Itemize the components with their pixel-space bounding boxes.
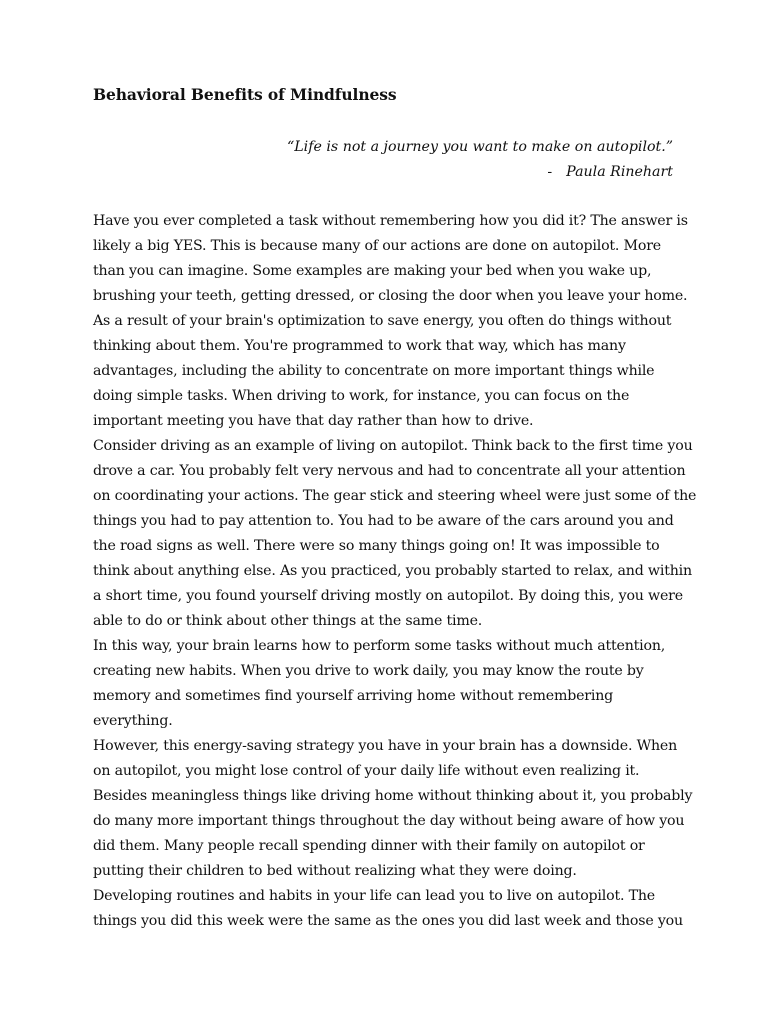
text-line: creating new habits. When you drive to work daily, you may know the route by <box>93 663 644 679</box>
body-paragraph <box>93 634 683 734</box>
text-line: on autopilot, you might lose control of your daily life without even realizing it. <box>93 763 640 779</box>
text-line: doing simple tasks. When driving to work, for instance, you can focus on the <box>93 388 630 404</box>
text-line: However, this energy-saving strategy you have in your brain has a downside. When <box>93 738 678 754</box>
epigraph <box>93 135 683 185</box>
text-line: advantages, including the ability to concentrate on more important things while <box>93 363 655 379</box>
epigraph-author: Paula Rinehart <box>566 164 673 180</box>
text-line: brushing your teeth, getting dressed, or closing the door when you leave your home. <box>93 288 688 304</box>
body-paragraph <box>93 434 697 634</box>
document-title: Behavioral Benefits of Mindfulness <box>93 85 397 104</box>
text-line: than you can imagine. Some examples are making your bed when you wake up, <box>93 263 652 279</box>
text-line: the road signs as well. There were so many things going on! It was impossible to <box>93 538 660 554</box>
body-paragraph <box>93 884 683 934</box>
text-line: likely a big YES. This is because many of our actions are done on autopilot. More <box>93 238 661 254</box>
attribution-dash: - <box>547 164 553 180</box>
text-line: thinking about them. You're programmed to work that way, which has many <box>93 338 626 354</box>
text-line: Developing routines and habits in your life can lead you to live on autopilot. The <box>93 888 655 904</box>
epigraph-attribution <box>93 160 673 185</box>
text-line: able to do or think about other things at the same time. <box>93 613 483 629</box>
text-line: As a result of your brain's optimization to save energy, you often do things without <box>93 313 672 329</box>
text-line: important meeting you have that day rather than how to drive. <box>93 413 534 429</box>
text-line: think about anything else. As you practiced, you probably started to relax, and within <box>93 563 692 579</box>
text-line: drove a car. You probably felt very nervous and had to concentrate all your attention <box>93 463 686 479</box>
document-page <box>93 84 697 934</box>
text-line: on coordinating your actions. The gear stick and steering wheel were just some of the <box>93 488 697 504</box>
text-line: putting their children to bed without realizing what they were doing. <box>93 863 577 879</box>
body-paragraph <box>93 734 693 884</box>
epigraph-quote: “Life is not a journey you want to make on autopilot.” <box>287 139 673 155</box>
text-line: do many more important things throughout the day without being aware of how you <box>93 813 685 829</box>
text-line: a short time, you found yourself driving mostly on autopilot. By doing this, you were <box>93 588 683 604</box>
text-line: did them. Many people recall spending dinner with their family on autopilot or <box>93 838 645 854</box>
text-line: Consider driving as an example of living on autopilot. Think back to the first time you <box>93 438 693 454</box>
text-line: Besides meaningless things like driving home without thinking about it, you probably <box>93 788 693 804</box>
document-body <box>93 209 697 934</box>
text-line: In this way, your brain learns how to perform some tasks without much attention, <box>93 638 666 654</box>
text-line: Have you ever completed a task without remembering how you did it? The answer is <box>93 213 688 229</box>
text-line: memory and sometimes find yourself arriving home without remembering <box>93 688 614 704</box>
text-line: things you had to pay attention to. You had to be aware of the cars around you and <box>93 513 674 529</box>
text-line: everything. <box>93 713 173 729</box>
body-paragraph <box>93 209 688 434</box>
text-line: things you did this week were the same as the ones you did last week and those you <box>93 913 683 929</box>
